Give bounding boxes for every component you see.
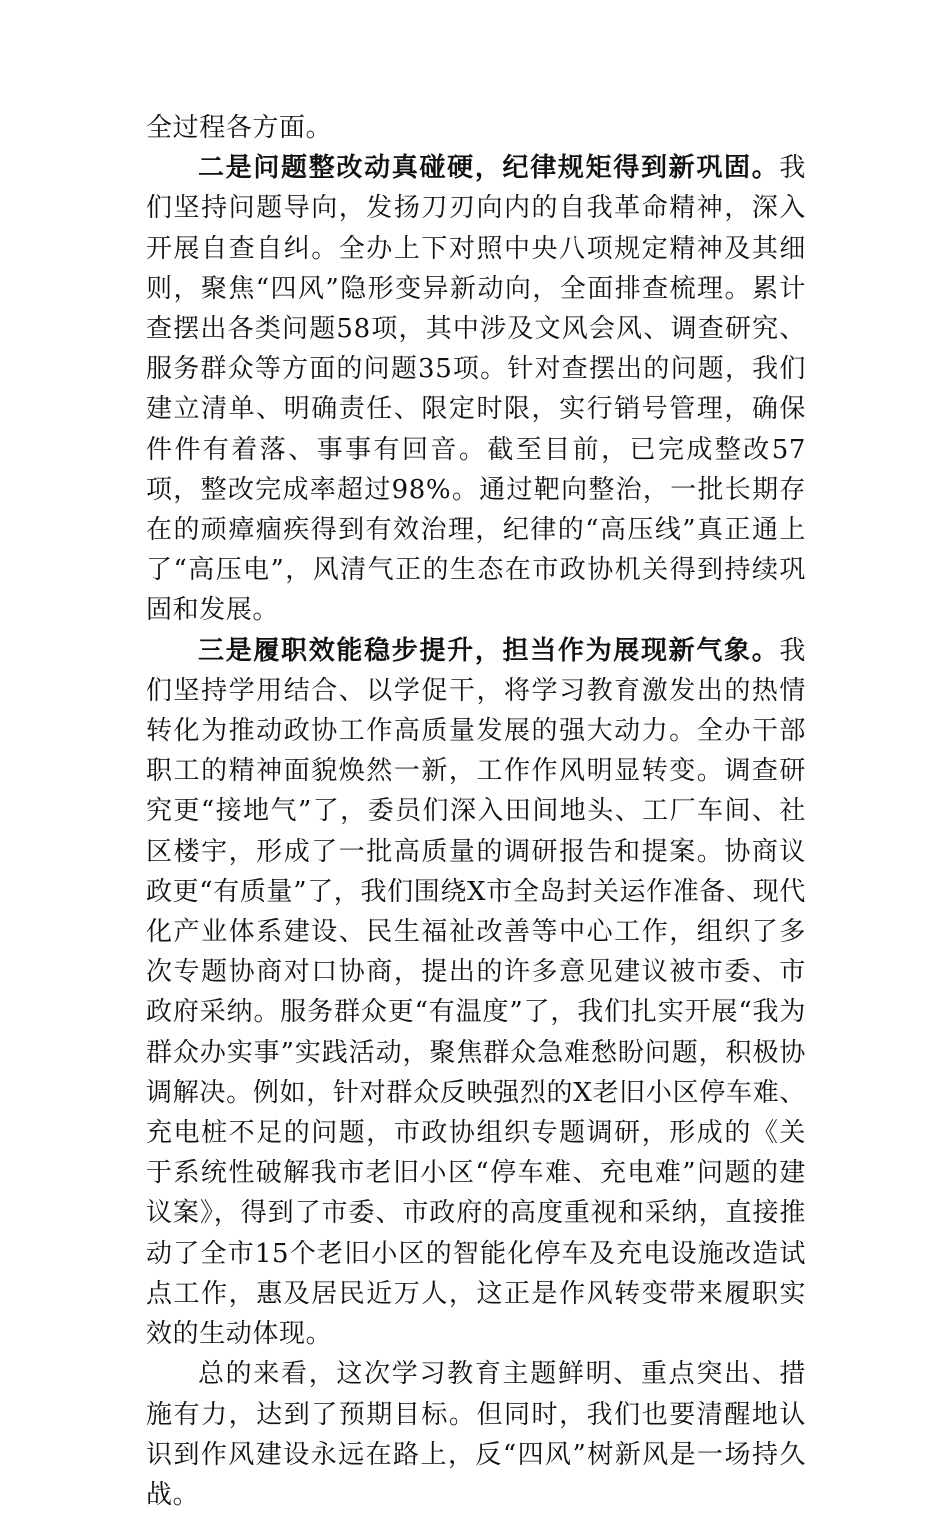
paragraph-performance xyxy=(146,631,806,1355)
paragraph-text: 我们坚持问题导向，发扬刀刃向内的自我革命精神，深入开展自查自纠。全办上下对照中央八项规定精神及其细则，聚焦“四风”隐形变异新动向，全面排查梳理。累计查摆出各类问题58项，其中涉及文风会风、调查研究、服务群众等方面的问题35项。针对查摆出的问题，我们建立清单、明确责任、限定时限，实行销号管理，确保件件有着落、事事有回音。截至目前，已完成整改57项，整改完成率超过98%。通过靶向整治，一批长期存在的顽瘴痼疾得到有效治理，纪律的“高压线”真正通上了“高压电”，风清气正的生态在市政协机关得到持续巩固和发展。 xyxy=(146,153,806,626)
paragraph-continuation xyxy=(146,108,806,148)
paragraph-text: 总的来看，这次学习教育主题鲜明、重点突出、措施有力，达到了预期目标。但同时，我们也要清醒地认识到作风建设永远在路上，反“四风”树新风是一场持久战。 xyxy=(146,1359,806,1510)
paragraph-text: 我们坚持学用结合、以学促干，将学习教育激发出的热情转化为推动政协工作高质量发展的强大动力。全办干部职工的精神面貌焕然一新，工作作风明显转变。调查研究更“接地气”了，委员们深入田间地头、工厂车间、社区楼宇，形成了一批高质量的调研报告和提案。协商议政更“有质量”了，我们围绕X市全岛封关运作准备、现代化产业体系建设、民生福祉改善等中心工作，组织了多次专题协商对口协商，提出的许多意见建议被市委、市政府采纳。服务群众更“有温度”了，我们扎实开展“我为群众办实事”实践活动，聚焦群众急难愁盼问题，积极协调解决。例如，针对群众反映强烈的X老旧小区停车难、充电桩不足的问题，市政协组织专题调研，形成的《关于系统性破解我市老旧小区“停车难、充电难”问题的建议案》，得到了市委、市政府的高度重视和采纳，直接推动了全市15个老旧小区的智能化停车及充电设施改造试点工作，惠及居民近万人，这正是作风转变带来履职实效的生动体现。 xyxy=(146,635,806,1350)
paragraph-rectification xyxy=(146,148,806,630)
paragraph-summary xyxy=(146,1354,806,1515)
paragraph-lead: 三是履职效能稳步提升，担当作为展现新气象。 xyxy=(198,635,780,666)
paragraph-text: 全过程各方面。 xyxy=(146,113,333,143)
body-text xyxy=(146,108,806,1515)
paragraph-lead: 二是问题整改动真碰硬，纪律规矩得到新巩固。 xyxy=(198,153,780,184)
